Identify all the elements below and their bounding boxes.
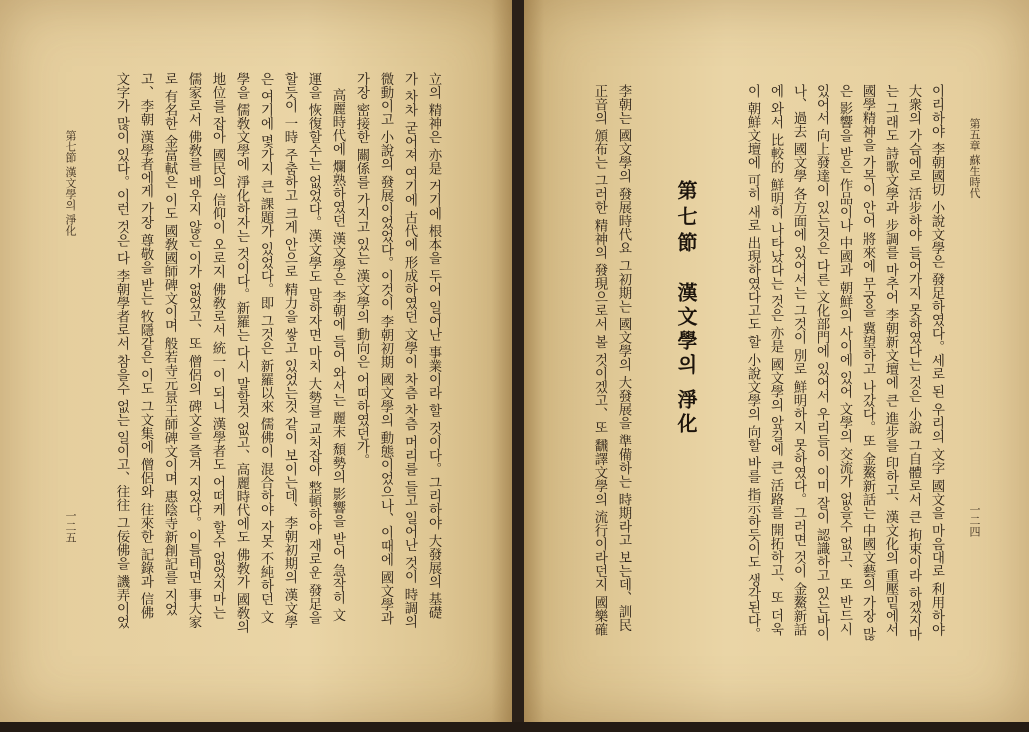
left-text-line: 文字가 많이 있다。이런 것은 다 李朝學者로서 참을수 없는 일이고、往往 그佞佛을 譏弄이었 — [114, 72, 129, 629]
section-number: 第七節 — [674, 180, 698, 258]
left-text-line: 로 有名한 金富軾은 이도 國敎國師碑文이며 般若寺元景王師碑文이며 惠陰寺新創記를 지었 — [162, 72, 177, 616]
book-gutter — [512, 0, 524, 732]
right-text-line: 나、過去 國文學 各方面에 있어서는 그것이 別로 鮮明하지 못하였다。그러면 것이 金鰲新話 — [791, 84, 806, 637]
right-text-line: 國學精神을 가목이 안어 將來에 무궁을 冀望하고 나갔다。또 金鰲新話는 中國文藝의 가장 많 — [860, 84, 875, 641]
left-text-line: 가 차차 굳어져 여기에 古代에 形成하였던 文學이 차츰 차츰 머리를 들고 일어난 것이 時調의 — [402, 72, 417, 629]
left-text-line: 고、李朝 漢學者에게 가장 尊敬을 받는 牧隱같은 이도 그文集에 僧侶와 往來한 記錄과 信佛 — [138, 72, 153, 620]
scan-bottom-edge — [0, 722, 1029, 732]
left-text-line: 運을 恢復할수는 없었다。漢文學도 말하자면 마치 大勢를 교처잡아 整頓하야 재로운 發足을 — [306, 72, 321, 625]
left-page-number: 一二五 — [64, 510, 77, 543]
right-page-number: 一二四 — [968, 504, 981, 537]
right-section-line: 李朝는 國文學의 發展時代요 그初期는 國文學의 大發展을 準備하는 時期라고 보는데、訓民 — [616, 84, 631, 632]
right-text-line: 大衆의 가슴에로 活步하야 들어가지 못하였다는 것은 小說 그自體로서 큰 拘束이라 하겠지마 — [906, 84, 921, 641]
left-text-line: 高麗時代에 爛熟하였던 漢文學은 李朝에 들어 와서는 麗末 頹勢의 影響을 받어 急작히 文 — [330, 88, 345, 622]
left-text-line: 가장 密接한 關係를 가지고 있는 漢文學의 動向은 어떠하였던가。 — [354, 72, 369, 467]
left-text-line: 은 여기에 몇가지 큰 課題가 있었다。即 그것은 新羅以來 儒佛이 混合하야 자못 不純하던 文 — [258, 72, 273, 624]
left-text-line: 立의 精神은 亦是 거기에 根本을 두어 일어난 事業이라 할 것이다。그리하야 大發展의 基礎 — [426, 72, 441, 620]
section-title: 漢文學의 淨化 — [674, 282, 698, 437]
left-text-line: 할듯이 一時 주춤하고 크게 안으로 精力을 쌓고 있었는것 같이 보이는데、李朝初期의 漢文學 — [282, 72, 297, 629]
right-text-line: 있어서 向上發達이 있는것은 다른 文化部門에 있어서 우리들이 이미 잘이 認識하고 있는바이 — [814, 84, 829, 641]
left-text-line: 地位를 잡아 國民의 信仰이 오로지 佛敎로서 統一이 되니 漢學者도 어떠케 할수 없었지마는 — [210, 72, 225, 620]
right-text-line: 는 그래도 詩歌文學과 步調를 마추어 李朝新文壇에 큰 進步를 印하고、漢文化의 重壓밑에서 — [883, 84, 898, 637]
right-running-head: 第五章 蘇生時代 — [968, 118, 981, 199]
left-running-head: 第七節 漢文學의 淨化 — [64, 130, 77, 236]
right-text-line: 에 와서 比較的 鮮明히 나타났다는 것은 亦是 國文學의 앞길에 큰 活路를 開拓하고、또 더욱 — [768, 84, 783, 636]
right-text-line: 이 朝鮮文壇에 可히 새로 出現하였다고도 할 小說文學의 向할 바를 指示하듯이도 생각된다。 — [745, 84, 760, 641]
right-text-line: 은 影響을 받은 作品이나 中國과 朝鮮의 사이에 있어 文學의 交流가 없을수 없고、또 반드시 — [837, 84, 852, 636]
right-section-line: 正音의 頒布는 그러한 精神의 發現으로서 볼 것이겠고、또 飜譯文學의 流行이라던지 國樂確 — [592, 84, 607, 637]
left-text-line: 微動이고 小說의 發展이었었다。이것이 李朝初期 國文學의 動態이었으나、이때에 國文學과 — [378, 72, 393, 625]
left-text-line: 儒家로서 佛敎를 배우지 않은 이가 없었고、또 僧侶의 碑文을 즐겨 지었다。이틀테면 事大家 — [186, 72, 201, 629]
left-text-line: 學을 儒敎文學에 淨化하자는 것이다。新羅는 다시 말할것 없고、高麗時代에도 佛敎가 國敎의 — [234, 72, 249, 634]
right-text-line: 이리하야 李朝國切 小說文學은 發足하였다。세로 된 우리의 文字 國文을 마음대로 利用하야 — [929, 84, 944, 637]
